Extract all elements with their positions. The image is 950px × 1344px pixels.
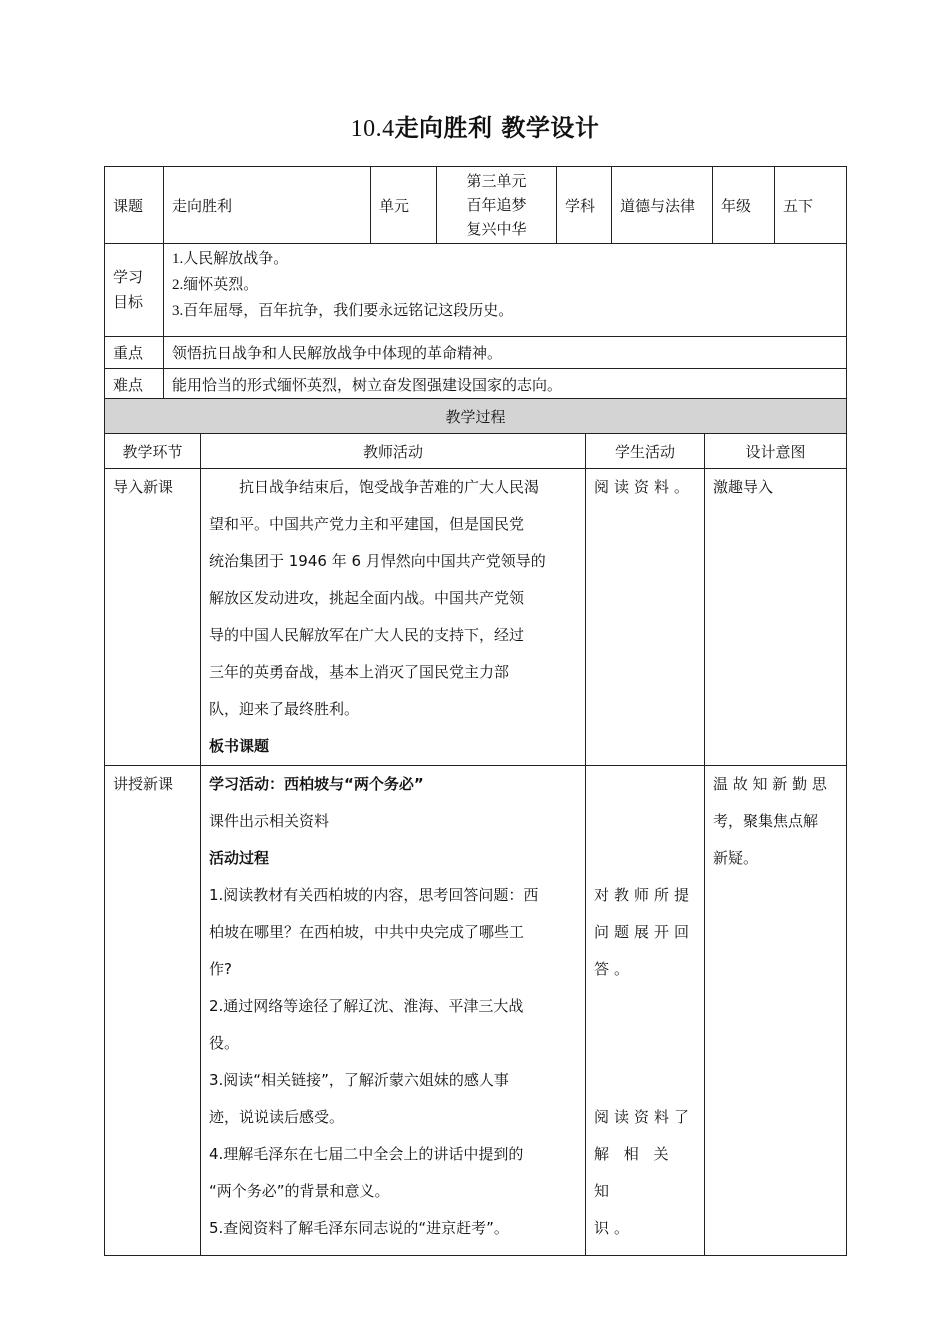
intent-line: 新疑。 xyxy=(713,849,759,867)
goals-label-line: 目标 xyxy=(113,293,144,311)
unit-line: 复兴中华 xyxy=(466,220,527,238)
goals-label-line: 学习 xyxy=(113,268,144,286)
col-teacher: 教师活动 xyxy=(201,434,586,469)
goal-number: 2. xyxy=(172,277,184,293)
intent-line: 温 故 知 新 勤 思 xyxy=(713,775,827,793)
difficulty-label: 难点 xyxy=(105,369,164,401)
goal-text: 人民解放战争。 xyxy=(183,249,289,267)
spacer xyxy=(594,988,696,1099)
student-line: 阅读资料了 xyxy=(594,1108,695,1126)
key-value: 领悟抗日战争和人民解放战争中体现的革命精神。 xyxy=(164,337,847,369)
goal-number: 1. xyxy=(172,251,184,267)
teacher-line: 5.查阅资料了解毛泽东同志说的“进京赶考”。 xyxy=(209,1219,509,1237)
material-line: 课件出示相关资料 xyxy=(209,812,330,830)
intro-teacher xyxy=(201,469,586,766)
teacher-line: 1.阅读教材有关西柏坡的内容，思考回答问题：西 xyxy=(209,886,539,904)
process-heading-row xyxy=(105,399,847,434)
teacher-line: 导的中国人民解放军在广大人民的支持下，经过 xyxy=(209,626,525,644)
title-text: 走向胜利 教学设计 xyxy=(394,114,600,142)
lecture-row xyxy=(105,766,847,1256)
student-line: 答。 xyxy=(594,960,635,978)
student-line: 解 相 关 知 xyxy=(594,1145,674,1200)
unit-label: 单元 xyxy=(371,167,437,244)
teacher-line: 2.通过网络等途径了解辽沈、淮海、平津三大战 xyxy=(209,997,524,1015)
intro-student: 阅读资料。 xyxy=(586,469,705,766)
board-title: 板书课题 xyxy=(209,737,270,755)
info-row-key xyxy=(105,337,847,369)
teacher-line: 队，迎来了最终胜利。 xyxy=(209,700,360,718)
difficulty-value: 能用恰当的形式缅怀英烈，树立奋发图强建设国家的志向。 xyxy=(164,369,847,401)
goal-number: 3. xyxy=(172,303,184,319)
unit-line: 第三单元 xyxy=(466,172,527,190)
grade-label: 年级 xyxy=(713,167,775,244)
subject-label: 学科 xyxy=(557,167,612,244)
student-line: 对教师所提 xyxy=(594,886,695,904)
goal-item xyxy=(172,298,838,324)
process-table xyxy=(104,398,847,1256)
teacher-line: 迹，说说读后感受。 xyxy=(209,1108,345,1126)
teacher-line: 三年的英勇奋战，基本上消灭了国民党主力部 xyxy=(209,663,510,681)
unit-line: 百年追梦 xyxy=(466,196,527,214)
intro-intent: 激趣导入 xyxy=(705,469,847,766)
teacher-line: 抗日战争结束后，饱受战争苦难的广大人民渴 xyxy=(239,478,540,496)
lecture-intent xyxy=(705,766,847,1256)
goal-item xyxy=(172,246,838,272)
page-title xyxy=(0,108,950,143)
goal-item xyxy=(172,272,838,298)
student-line: 识。 xyxy=(594,1219,635,1237)
lecture-student xyxy=(586,766,705,1256)
goal-text: 百年屈辱，百年抗争，我们要永远铭记这段历史。 xyxy=(183,301,514,319)
teacher-line: 柏坡在哪里？在西柏坡，中共中央完成了哪些工 xyxy=(209,923,525,941)
goal-text: 缅怀英烈。 xyxy=(183,275,259,293)
col-stage: 教学环节 xyxy=(105,434,201,469)
intent-line: 考，聚集焦点解 xyxy=(713,812,819,830)
key-label: 重点 xyxy=(105,337,164,369)
activity-title: 学习活动：西柏坡与“两个务必” xyxy=(209,775,424,793)
teacher-line: 3.阅读“相关链接”，了解沂蒙六姐妹的感人事 xyxy=(209,1071,509,1089)
subject-value: 道德与法律 xyxy=(612,167,713,244)
info-table xyxy=(104,166,847,401)
teacher-line: “两个务必”的背景和意义。 xyxy=(209,1182,390,1200)
teacher-line: 望和平。中国共产党力主和平建国，但是国民党 xyxy=(209,515,525,533)
col-intent: 设计意图 xyxy=(705,434,847,469)
intro-stage: 导入新课 xyxy=(105,469,201,766)
info-row-topic xyxy=(105,167,847,244)
goals-list xyxy=(164,244,847,337)
spacer xyxy=(594,766,696,877)
process-title: 活动过程 xyxy=(209,849,270,867)
process-columns-row xyxy=(105,434,847,469)
grade-value: 五下 xyxy=(775,167,847,244)
teacher-line: 作? xyxy=(209,960,232,978)
lecture-teacher xyxy=(201,766,586,1256)
col-student: 学生活动 xyxy=(586,434,705,469)
topic-value: 走向胜利 xyxy=(164,167,371,244)
lecture-stage: 讲授新课 xyxy=(105,766,201,1256)
goals-label xyxy=(105,244,164,337)
info-row-goals xyxy=(105,244,847,337)
teacher-line: 4.理解毛泽东在七届二中全会上的讲话中提到的 xyxy=(209,1145,524,1163)
title-number: 10.4 xyxy=(350,116,395,142)
process-heading: 教学过程 xyxy=(105,399,847,434)
teacher-line: 统治集团于 1946 年 6 月悍然向中国共产党领导的 xyxy=(209,552,546,570)
unit-value xyxy=(437,167,557,244)
info-row-difficulty xyxy=(105,369,847,401)
teacher-line: 解放区发动进攻，挑起全面内战。中国共产党领 xyxy=(209,589,525,607)
topic-label: 课题 xyxy=(105,167,164,244)
student-line: 问题展开回 xyxy=(594,923,695,941)
teacher-line: 役。 xyxy=(209,1034,240,1052)
intro-row xyxy=(105,469,847,766)
